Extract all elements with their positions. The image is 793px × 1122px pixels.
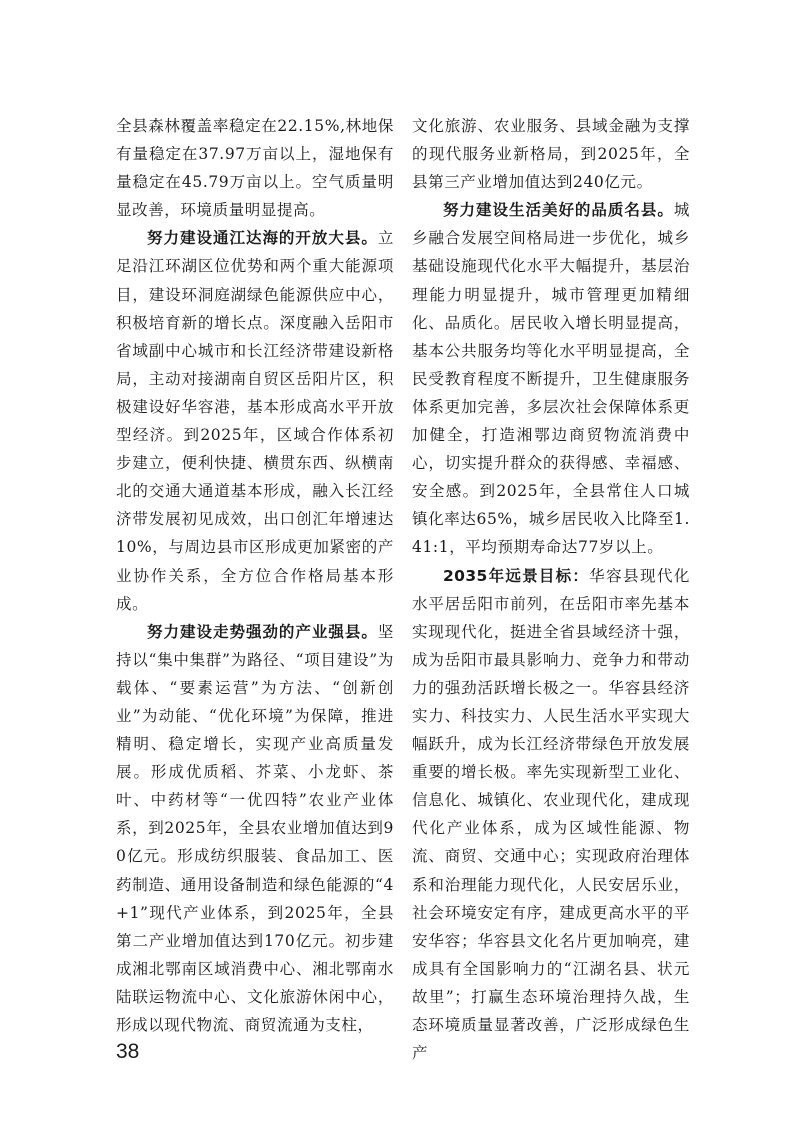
paragraph-heading: 努力建设通江达海的开放大县。 <box>147 229 378 248</box>
paragraph-forest-coverage <box>116 112 394 224</box>
paragraph-heading: 2035年远景目标： <box>443 566 590 585</box>
paragraph-open-county <box>116 224 394 617</box>
paragraph-quality-county <box>412 196 690 561</box>
left-column <box>116 112 394 1039</box>
paragraph-heading: 努力建设生活美好的品质名县。 <box>443 201 674 220</box>
paragraph-industrial-county <box>116 618 394 1039</box>
paragraph-text: 文化旅游、农业服务、县域金融为支撑的现代服务业新格局，到2025年，全县第三产业增加值达到240亿元。 <box>412 117 690 192</box>
paragraph-text: 全县森林覆盖率稳定在22.15%,林地保有量稳定在37.97万亩以上，湿地保有量稳定在45.79万亩以上。空气质量明显改善，环境质量明显提高。 <box>116 117 394 220</box>
paragraph-text: 坚持以“集中集群”为路径、“项目建设”为载体、“要素运营”为方法、“创新创业”为动能、“优化环境”为保障，推进精明、稳定增长，实现产业高质量发展。形成优质稻、芥菜、小龙虾、茶叶、中药材等“一优四特”农业产业体系，到2025年，全县农业增加值达到90亿元。形成纺织服装、食品加工、医药制造、通用设备制造和绿色能源的“4+1”现代产业体系，到2025年，全县第二产业增加值达到170亿元。初步建成湘北鄂南区域消费中心、湘北鄂南水陆联运物流中心、文化旅游休闲中心，形成以现代物流、商贸流通为支柱， <box>116 622 394 1034</box>
paragraph-service-industry <box>412 112 690 196</box>
paragraph-text: 立足沿江环湖区位优势和两个重大能源项目，建设环洞庭湖绿色能源供应中心，积极培育新的增长点。深度融入岳阳市省域副中心城市和长江经济带建设新格局，主动对接湖南自贸区岳阳片区，积极建设好华容港，基本形成高水平开放型经济。到2025年，区域合作体系初步建立，便利快捷、横贯东西、纵横南北的交通大通道基本形成，融入长江经济带发展初见成效，出口创汇年增速达10%，与周边县市区形成更加紧密的产业协作关系，全方位合作格局基本形成。 <box>116 229 394 613</box>
paragraph-text: 华容县现代化水平居岳阳市前列，在岳阳市率先基本实现现代化，挺进全省县域经济十强，成为岳阳市最具影响力、竞争力和带动力的强劲活跃增长极之一。华容县经济实力、科技实力、人民生活水平实现大幅跃升，成为长江经济带绿色开放发展重要的增长极。率先实现新型工业化、信息化、城镇化、农业现代化，建成现代化产业体系，成为区域性能源、物流、商贸、交通中心；实现政府治理体系和治理能力现代化，人民安居乐业，社会环境安定有序，建成更高水平的平安华容；华容县文化名片更加响亮，建成具有全国影响力的“江湖名县、状元故里”；打赢生态环境治理持久战，生态环境质量显著改善，广泛形成绿色生产 <box>412 566 690 1063</box>
paragraph-text: 城乡融合发展空间格局进一步优化，城乡基础设施现代化水平大幅提升，基层治理能力明显提升，城市管理更加精细化、品质化。居民收入增长明显提高，基本公共服务均等化水平明显提高，全民受教育程度不断提升，卫生健康服务体系更加完善，多层次社会保障体系更加健全，打造湘鄂边商贸物流消费中心，切实提升群众的获得感、幸福感、安全感。到2025年，全县常住人口城镇化率达65%，城乡居民收入比降至1.41:1，平均预期寿命达77岁以上。 <box>412 201 690 557</box>
paragraph-2035-vision <box>412 562 690 1068</box>
page-number: 38 <box>116 1040 140 1063</box>
paragraph-heading: 努力建设走势强劲的产业强县。 <box>147 622 378 641</box>
right-column <box>412 112 690 1067</box>
